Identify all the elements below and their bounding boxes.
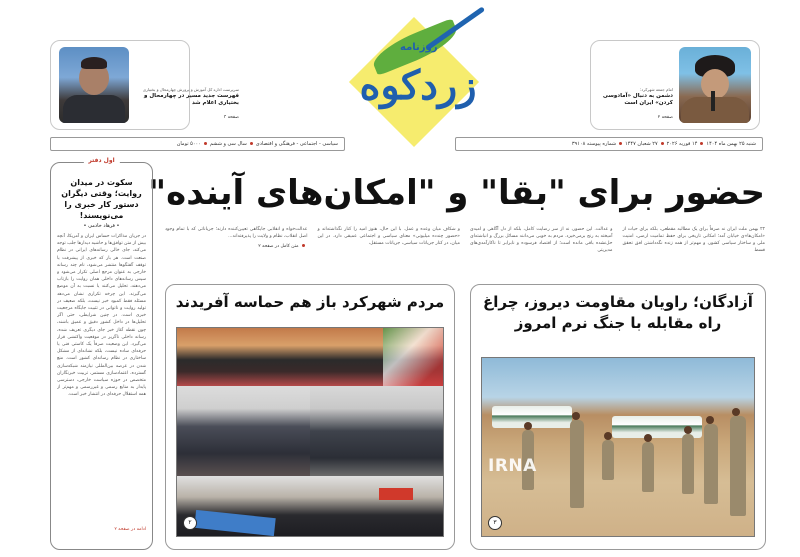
teaser-right-kicker: امام جمعه شهرکرد: [640,87,673,92]
irna-watermark: IRNA [488,456,537,476]
date-persian: شنبه ۲۵ بهمن ماه ۱۴۰۴ [706,141,756,147]
banner [194,510,275,536]
story-shahrekord[interactable] [165,284,455,550]
teaser-left[interactable] [50,40,239,130]
collage-street-photo [177,476,443,536]
lead-col-4 [165,226,308,276]
person [602,440,614,480]
photo-number-badge: ۲ [183,516,197,530]
photo-number-badge: ۳ [488,516,502,530]
editorial-sidebar [50,157,153,550]
bullet-icon [302,244,305,247]
flags-decoration [383,328,443,386]
lead-col-4-text: عدالت‌خواه و انقلابی جایگاهی تعیین‌کننده دارند؛ جریاناتی که با تمام وجود اصل انقلاب، نظام و ولایت را پذیرفته‌اند... [165,227,308,239]
lead-col-3: و شکاف میان وعده و عمل. با این حال، هنوز امید را کنار نگذاشته‌اند و «حضور چندده میلیونی» معنای سیاسی و اجتماعی عمیقی دارد. در این میان، در کنار جریانات سیاسی، جریانات مستقل، [317,227,460,246]
teaser-right[interactable] [590,40,760,130]
teaser-left-photo [59,47,129,123]
bullet-icon [204,142,207,145]
bullet-icon [661,142,664,145]
teaser-left-text [129,87,239,120]
teaser-right-page-ref[interactable]: صفحه ۲ [657,115,673,120]
teaser-left-title[interactable]: فهرست جدید مسیر در چهارمحال و بختیاری اعلام شد [144,93,239,106]
teaser-right-photo [679,47,751,123]
logo-wordmark: زردکوه [359,62,477,109]
info-bar-left [50,137,345,151]
collage-stage-photo [177,328,443,386]
date-hijri: ۲۷ شعبان ۱۴۴۷ [625,141,658,147]
person [730,416,746,516]
collage-crowd-photo-right [310,386,443,476]
sidebar-continue-link[interactable]: ادامه در صفحه ۲ [114,527,146,532]
person [642,442,654,492]
story-mid-title[interactable]: مردم شهرکرد باز هم حماسه آفریدند [175,293,445,311]
story-right-title[interactable]: آزادگان؛ راویان مقاومت دیروز، چراغ راه مقابله با جنگ نرم امروز [483,293,753,332]
lead-article [165,226,765,276]
issue-number: شماره پیوسته ۳۹۱۰۸ [571,141,617,147]
info-year: سال سی و ششم [209,141,247,147]
info-bar-right [455,137,763,151]
story-azadegan[interactable] [470,284,766,550]
sidebar-label: اول دفتر [83,157,119,164]
person [682,434,694,494]
person [704,424,718,504]
sidebar-byline: • فرهاد خادمی • [83,223,120,229]
lead-continued-text[interactable]: متن کامل در صفحه ۲ [258,244,299,249]
info-category: سیاسی - اجتماعی - فرهنگی و اقتصادی [255,141,338,147]
lead-continued-link[interactable] [165,243,308,250]
lead-col-2: و عدالت. این حضور، نه از سر رضایت کامل، بلکه از دل آگاهی و امیدی آمیخته به رنج برمی‌خیزد. مردم به خوبی می‌دانند مسائل بزرگ و انباشته‌ای حل‌نشده باقی مانده است؛ از اقتصاد فرسوده و نابرابر تا ناکارآمدی‌های مدیریتی [470,227,613,253]
sidebar-title[interactable]: سکوت در میدان روایت؛ وقتی دیگران دستور کار خبری را می‌نویسند! [61,178,142,220]
masthead-logo[interactable] [330,6,490,156]
teaser-left-page-ref[interactable]: صفحه ۳ [223,115,239,120]
collage-crowd-photo-left [177,386,310,476]
bullet-icon [250,142,253,145]
teaser-left-kicker: سرپرست اداره کل آموزش و پرورش چهارمحال و بختیاری [142,87,239,92]
teaser-right-text [593,87,673,120]
story-right-photo [481,357,755,537]
date-gregorian: ۱۴ فوریه ۲۰۲۶ [666,141,698,147]
shop-sign [379,488,413,500]
info-price: ۵۰۰۰ تومان [176,141,201,147]
bus [492,406,572,428]
teaser-right-title[interactable]: دشمن به دنبال «آمادوسی کردن» ایران است [602,93,673,106]
lead-col-1: ۲۲ بهمن ملت ایران نه صرفاً برای یک مطالبه مقطعی، بلکه برای حیات از «امکان‌ها»ی خیابان آمد؛ امکانی تاریخی برای حفظ تمامیت ارضی، امنیت ملی و ساختار سیاسی کشور، و مهم‌تر از همه زنده نگه‌داشتن افق تحقق قسط [622,227,765,253]
sidebar-body: در جریان مذاکرات حساس ایران و آمریکا، آنچه بیش از متن توافق‌ها و حاشیه دیدارها جلب توجه می‌کند، جای خالی رسانه‌های ایرانی در نظام صنعت است. هر بار که خبری از پیشرفت یا توقف گفتگوها منتشر می‌شود، نام چند رسانه خارجی به عنوان مرجع اصلی تکرار می‌شود و سپس رسانه‌های داخلی همان روایت را بازتاب می‌دهند، تحلیل می‌کنند یا نسبت به آن موضع می‌گیرند. این چرخه تکراری نشان می‌دهد مسئله فقط کمبود خبر نیست، بلکه ضعیف در تولید روایت و ناتوانی در تثبیت جایگاه مرجعیت خبری است. در چنین شرایطی، حتی اگر تحلیل‌ها در داخل کشور دقیق و عمیق باشند، چون نقطه آغاز خبر جای دیگری تعریف شده، رسانه داخلی ناگزیر در موقعیت واکنشی قرار می‌گیرد. این وضعیت صرفاً یک کاستی فنی یا حرفه‌ای ساده نیست، بلکه نشانه‌ای از مشکل ساختاری در نظام رسانه‌ای کشور است. منع شدن در عرصه بین‌المللی نیازمند شبکه‌سازی گسترده، اعتمادسازی مستمر، تربیت خبرنگاران متخصص در حوزه سیاست خارجی، دسترسی پایدار به منابع رسمی و غیررسمی و مهم‌تر از همه استقلال حرفه‌ای در انتشار خبر است. [57,234,146,398]
main-headline[interactable]: حضور برای "بقا" و "امکان‌های آینده" [148,173,765,213]
person [570,420,584,508]
story-mid-photo-collage [176,327,444,537]
bullet-icon [619,142,622,145]
logo-small-text: روزنامه [400,42,438,53]
bullet-icon [700,142,703,145]
